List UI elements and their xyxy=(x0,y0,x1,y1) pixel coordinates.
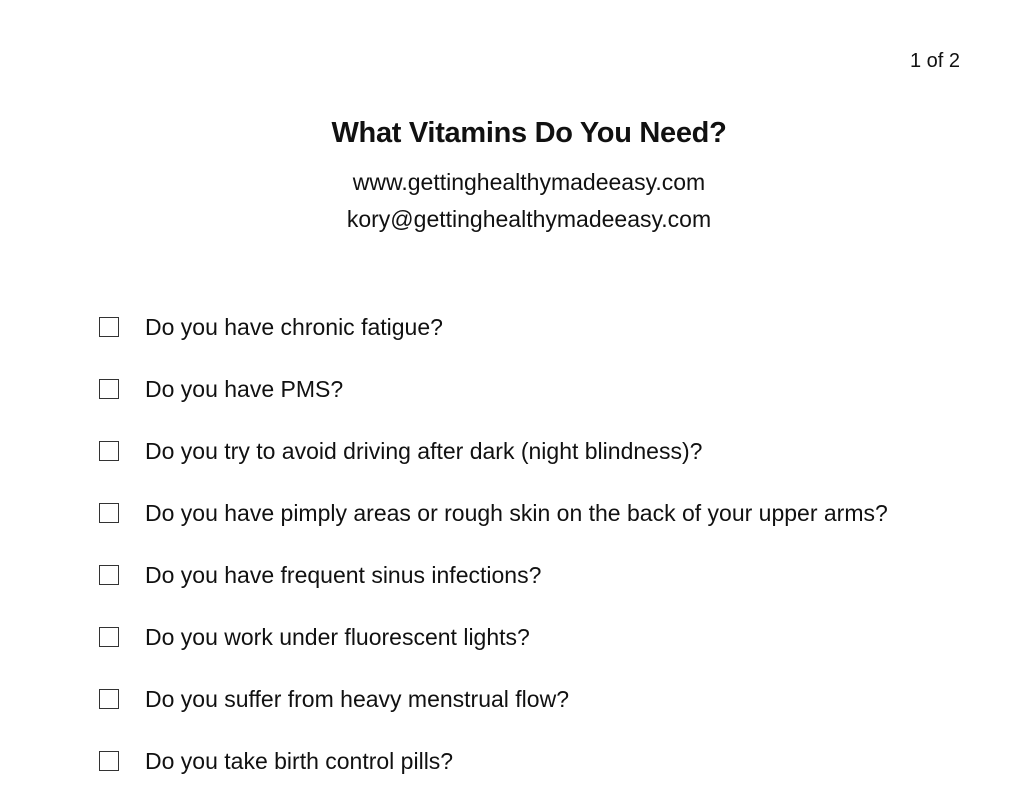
question-text: Do you take birth control pills? xyxy=(145,747,454,774)
checklist-item xyxy=(99,358,888,420)
checkbox[interactable] xyxy=(99,751,119,771)
question-text: Do you have pimply areas or rough skin on the back of your upper arms? xyxy=(145,499,888,526)
checklist-item xyxy=(99,606,888,668)
question-text: Do you suffer from heavy menstrual flow? xyxy=(145,685,569,712)
checkbox[interactable] xyxy=(99,503,119,523)
checkbox[interactable] xyxy=(99,441,119,461)
page-title: What Vitamins Do You Need? xyxy=(331,117,727,149)
question-text: Do you work under fluorescent lights? xyxy=(145,623,530,650)
page-number: 1 of 2 xyxy=(909,50,960,72)
checkbox[interactable] xyxy=(99,627,119,647)
checkbox[interactable] xyxy=(99,317,119,337)
question-text: Do you try to avoid driving after dark (night blindness)? xyxy=(145,437,703,464)
question-text: Do you have frequent sinus infections? xyxy=(145,561,542,588)
checkbox[interactable] xyxy=(99,689,119,709)
checklist-item xyxy=(99,544,888,606)
checklist-item xyxy=(99,482,888,544)
checklist-item xyxy=(99,420,888,482)
checkbox[interactable] xyxy=(99,565,119,585)
vitamin-questionnaire-checklist xyxy=(99,296,888,792)
document-header xyxy=(0,114,1024,238)
checkbox[interactable] xyxy=(99,379,119,399)
checklist-item xyxy=(99,730,888,792)
question-text: Do you have PMS? xyxy=(145,375,344,402)
question-text: Do you have chronic fatigue? xyxy=(145,313,443,340)
checklist-item xyxy=(99,296,888,358)
email-text: kory@gettinghealthymadeeasy.com xyxy=(346,206,712,232)
checklist-item xyxy=(99,668,888,730)
website-text: www.gettinghealthymadeeasy.com xyxy=(352,169,706,195)
